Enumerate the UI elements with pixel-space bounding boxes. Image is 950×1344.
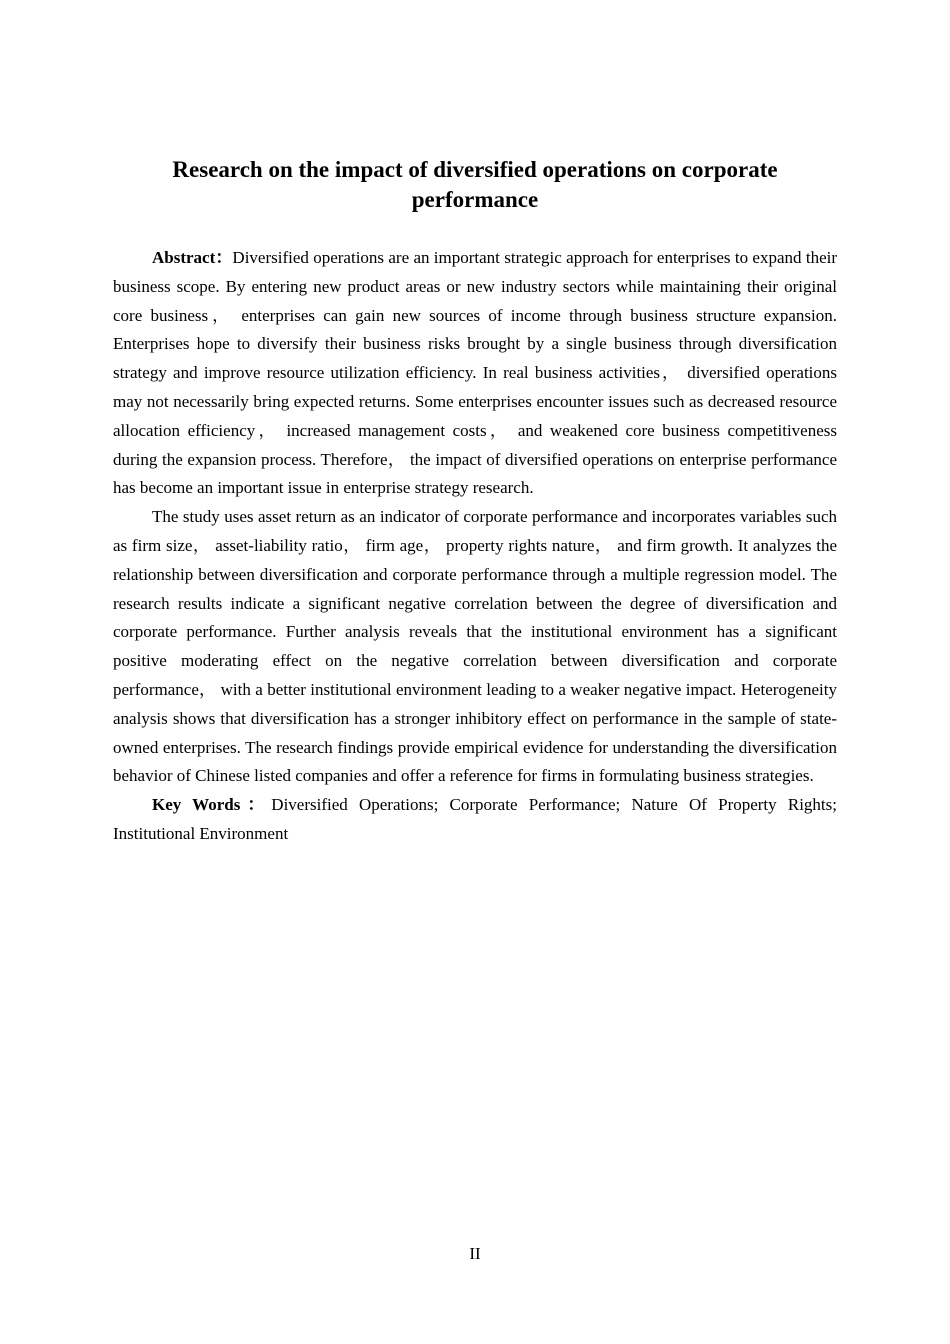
abstract-text-2: The study uses asset return as an indicator of corporate performance and incorporates variables such as firm size， asset-liability ratio， firm age， property rights nature， and firm growth. It analyzes the relationship between diversification and corporate performance through a multiple regression model. The research results indicate a significant negative correlation between the degree of diversification and corporate performance. Further analysis reveals that the institutional environment has a significant positive moderating effect on the negative correlation between diversification and corporate performance， with a better institutional environment leading to a weaker negative impact. Heterogeneity analysis shows that diversification has a stronger inhibitory effect on performance in the sample of state-owned enterprises. The research findings provide empirical evidence for understanding the diversification behavior of Chinese listed companies and offer a reference for firms in formulating business strategies.: [113, 507, 837, 786]
keywords-label: Key Words：: [152, 795, 272, 815]
page-title: Research on the impact of diversified operations on corporate performance: [172, 157, 778, 212]
abstract-paragraph-2: [113, 503, 837, 791]
abstract-section: [113, 244, 837, 849]
page-number: II: [469, 1244, 481, 1263]
keywords-paragraph: [113, 791, 837, 849]
keywords-text: Diversified Operations; Corporate Performance; Nature Of Property Rights; Institutional Environment: [113, 795, 837, 843]
abstract-paragraph-1: [113, 244, 837, 503]
abstract-label: Abstract：: [152, 248, 233, 267]
abstract-text-1: Diversified operations are an important strategic approach for enterprises to expand their business scope. By entering new product areas or new industry sectors while maintaining their original core business， enterprises can gain new sources of income through business structure expansion. Enterprises hope to diversify their business risks brought by a single business through diversification strategy and improve resource utilization efficiency. In real business activities， diversified operations may not necessarily bring expected returns. Some enterprises encounter issues such as decreased resource allocation efficiency， increased management costs， and weakened core business competitiveness during the expansion process. Therefore， the impact of diversified operations on enterprise performance has become an important issue in enterprise strategy research.: [113, 248, 837, 498]
